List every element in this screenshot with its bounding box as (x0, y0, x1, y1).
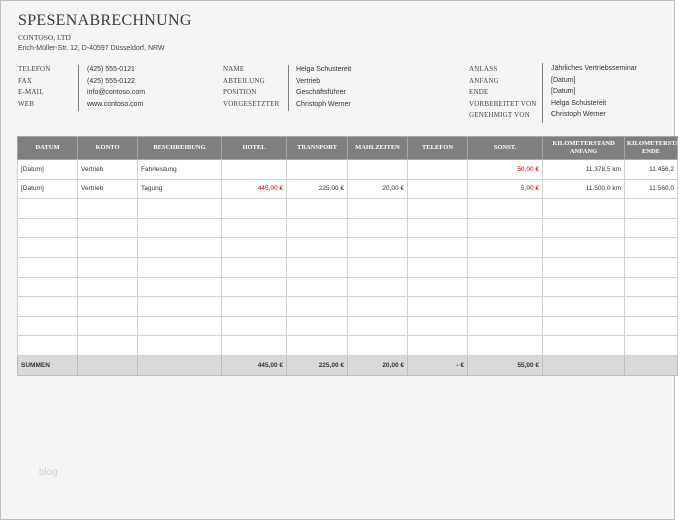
table-cell[interactable] (18, 336, 78, 356)
table-cell[interactable] (468, 316, 543, 336)
column-header (408, 137, 468, 160)
table-cell[interactable]: Tagung (138, 179, 222, 199)
table-cell[interactable] (543, 316, 625, 336)
trip-value[interactable]: [Datum] (551, 88, 576, 95)
contact-value[interactable]: (425) 555-0122 (87, 77, 135, 85)
table-cell[interactable] (543, 238, 625, 258)
table-cell[interactable] (468, 238, 543, 258)
table-cell[interactable] (138, 316, 222, 336)
table-cell[interactable] (78, 316, 138, 336)
total-cell: 225,00 € (287, 355, 348, 375)
table-cell[interactable] (625, 336, 678, 356)
table-cell[interactable] (287, 336, 348, 356)
employee-label: POSITION (223, 88, 257, 96)
table-cell[interactable] (543, 199, 625, 219)
column-header-line: SONST. (493, 144, 517, 151)
total-cell (138, 355, 222, 375)
table-cell[interactable] (468, 297, 543, 317)
column-header (543, 137, 625, 160)
company-name: CONTOSO, LTD (18, 33, 71, 42)
table-cell[interactable] (625, 218, 678, 238)
table-cell[interactable] (348, 257, 408, 277)
trip-label: GENEHMIGT VON (469, 111, 530, 119)
table-cell[interactable] (287, 257, 348, 277)
table-header-row (18, 137, 678, 160)
table-cell[interactable] (222, 218, 287, 238)
table-cell[interactable] (287, 316, 348, 336)
table-cell[interactable] (468, 218, 543, 238)
table-row (18, 257, 678, 277)
table-cell[interactable] (625, 238, 678, 258)
table-row (18, 277, 678, 297)
table-cell[interactable]: 11.560,0 (625, 179, 678, 199)
table-cell[interactable] (408, 179, 468, 199)
table-cell[interactable] (408, 238, 468, 258)
totals-row (18, 355, 678, 375)
contact-label: WEB (18, 99, 35, 108)
column-header-line: MAHLZEITEN (355, 144, 400, 151)
table-cell[interactable] (287, 238, 348, 258)
table-cell[interactable] (348, 218, 408, 238)
table-cell[interactable] (287, 199, 348, 219)
table-cell[interactable] (138, 238, 222, 258)
table-cell[interactable] (625, 257, 678, 277)
contact-values (87, 64, 145, 110)
table-cell[interactable]: 445,00 € (222, 179, 287, 199)
column-header (222, 137, 287, 160)
table-cell[interactable]: [Datum] (18, 179, 78, 199)
table-cell[interactable]: Fahrleistung (138, 160, 222, 180)
table-cell[interactable] (468, 199, 543, 219)
table-cell[interactable] (78, 257, 138, 277)
employee-divider (288, 65, 289, 111)
table-cell[interactable]: 20,00 € (348, 179, 408, 199)
employee-value[interactable]: Helga Schustereit (296, 66, 352, 73)
trip-divider (542, 63, 543, 123)
table-cell[interactable] (408, 160, 468, 180)
employee-values (296, 64, 351, 110)
table-cell[interactable] (348, 297, 408, 317)
column-header (348, 137, 408, 160)
employee-label: ABTEILUNG (223, 76, 265, 85)
table-cell[interactable] (222, 277, 287, 297)
table-cell[interactable] (18, 218, 78, 238)
employee-label: NAME (223, 65, 245, 73)
column-header (287, 137, 348, 160)
employee-value[interactable]: Christoph Werner (296, 100, 351, 108)
trip-value[interactable]: [Datum] (551, 76, 576, 84)
table-row (18, 179, 678, 199)
table-cell[interactable] (138, 297, 222, 317)
table-cell[interactable] (18, 277, 78, 297)
column-header (18, 137, 78, 160)
table-cell[interactable] (222, 160, 287, 180)
table-cell[interactable] (543, 257, 625, 277)
total-cell: - € (408, 355, 468, 375)
employee-labels (223, 64, 279, 110)
table-cell[interactable] (78, 336, 138, 356)
table-cell[interactable] (348, 277, 408, 297)
table-cell[interactable] (222, 297, 287, 317)
trip-value[interactable]: Helga Schustereit (551, 99, 607, 107)
table-cell[interactable] (348, 336, 408, 356)
total-cell (78, 355, 138, 375)
total-cell: 445,00 € (222, 355, 287, 375)
table-cell[interactable] (222, 257, 287, 277)
table-cell[interactable] (468, 277, 543, 297)
table-cell[interactable] (408, 316, 468, 336)
column-header-line: TELEFON (421, 144, 454, 151)
table-cell[interactable] (138, 218, 222, 238)
column-header-line: DATUM (35, 144, 60, 151)
trip-labels (469, 64, 537, 122)
table-cell[interactable] (408, 277, 468, 297)
contact-divider (78, 65, 79, 111)
table-cell[interactable] (348, 316, 408, 336)
page-title: SPESENABRECHNUNG (18, 12, 192, 29)
table-row (18, 238, 678, 258)
column-header-line: ENDE (641, 148, 661, 155)
table-cell[interactable] (18, 238, 78, 258)
table-cell[interactable]: Vertrieb (78, 160, 138, 180)
total-cell: 55,00 € (468, 355, 543, 375)
table-cell[interactable] (78, 218, 138, 238)
table-cell[interactable] (625, 199, 678, 219)
trip-values (551, 63, 637, 121)
table-cell[interactable] (348, 160, 408, 180)
table-cell[interactable] (543, 297, 625, 317)
table-cell[interactable] (287, 277, 348, 297)
column-header-line: TRANSPORT (297, 144, 337, 151)
table-cell[interactable] (468, 257, 543, 277)
table-row (18, 218, 678, 238)
table-cell[interactable] (222, 199, 287, 219)
contact-value[interactable]: (425) 555-0121 (87, 66, 135, 73)
table-cell[interactable] (222, 316, 287, 336)
table-cell[interactable] (78, 277, 138, 297)
table-cell[interactable] (222, 238, 287, 258)
column-header-line: KILOMETERSTAND (627, 140, 689, 147)
trip-label: VORBEREITET VON (469, 99, 537, 108)
table-cell[interactable] (138, 257, 222, 277)
table-cell[interactable]: 225,00 € (287, 179, 348, 199)
table-cell[interactable] (625, 297, 678, 317)
table-cell[interactable] (78, 297, 138, 317)
table-row (18, 336, 678, 356)
column-header-line: BESCHREIBUNG (153, 144, 206, 151)
table-row (18, 316, 678, 336)
watermark-text: blog (39, 467, 58, 478)
table-cell[interactable] (18, 316, 78, 336)
table-cell[interactable] (408, 199, 468, 219)
column-header-line: HOTEL (242, 144, 266, 151)
table-cell[interactable] (408, 218, 468, 238)
column-header-line: KILOMETERSTAND (552, 140, 615, 147)
table-cell[interactable]: 50,00 € (468, 160, 543, 180)
total-cell: SUMMEN (18, 355, 78, 375)
contact-label: FAX (18, 76, 33, 85)
table-row (18, 297, 678, 317)
table-cell[interactable] (18, 199, 78, 219)
company-address: Erich-Müller-Str. 12, D-40597 Düsseldorf, NRW (18, 45, 165, 52)
table-cell[interactable]: 11.500,0 km (543, 179, 625, 199)
table-cell[interactable]: 11.456,2 (625, 160, 678, 180)
total-cell (625, 355, 678, 375)
contact-label: TELEFON (18, 65, 51, 73)
table-row (18, 199, 678, 219)
column-header-line: KONTO (95, 144, 120, 151)
table-cell[interactable] (78, 238, 138, 258)
expense-table (17, 136, 689, 376)
table-cell[interactable]: [Datum] (18, 160, 78, 180)
contact-labels (18, 64, 51, 110)
table-cell[interactable] (138, 277, 222, 297)
total-cell: 20,00 € (348, 355, 408, 375)
table-row (18, 160, 678, 180)
trip-value[interactable]: Christoph Werner (551, 111, 606, 118)
contact-value[interactable]: www.contoso.com (87, 100, 144, 108)
employee-label: VORGESETZTER (223, 99, 280, 108)
table-cell[interactable] (543, 277, 625, 297)
table-cell[interactable] (543, 218, 625, 238)
table-cell[interactable] (625, 316, 678, 336)
trip-value[interactable]: Jährliches Vertriebsseminar (551, 65, 637, 72)
table-cell[interactable] (408, 297, 468, 317)
column-header (625, 137, 689, 160)
contact-label: E-MAIL (18, 88, 44, 96)
trip-label: ANLASS (469, 65, 498, 73)
column-header (78, 137, 138, 160)
table-cell[interactable] (287, 160, 348, 180)
table-cell[interactable] (18, 297, 78, 317)
trip-label: ANFANG (469, 76, 499, 85)
table-cell[interactable] (287, 297, 348, 317)
table-cell[interactable] (222, 336, 287, 356)
column-header (468, 137, 543, 160)
table-cell[interactable] (18, 257, 78, 277)
table-cell[interactable] (625, 277, 678, 297)
employee-value[interactable]: Geschäftsführer (296, 89, 346, 96)
table-cell[interactable]: 5,00 € (468, 179, 543, 199)
column-header-line: ANFANG (569, 148, 598, 155)
table-cell[interactable] (408, 257, 468, 277)
table-cell[interactable] (287, 218, 348, 238)
table-cell[interactable]: 11.378,5 km (543, 160, 625, 180)
trip-label: ENDE (469, 88, 489, 96)
table-cell[interactable] (468, 336, 543, 356)
table-cell[interactable] (348, 238, 408, 258)
table-cell[interactable] (138, 336, 222, 356)
table-cell[interactable] (138, 199, 222, 219)
contact-value[interactable]: info@contoso.com (87, 89, 146, 96)
table-cell[interactable] (78, 199, 138, 219)
employee-value[interactable]: Vertrieb (296, 77, 321, 85)
table-cell[interactable] (348, 199, 408, 219)
total-cell (543, 355, 625, 375)
table-cell[interactable] (408, 336, 468, 356)
table-cell[interactable]: Vertrieb (78, 179, 138, 199)
table-cell[interactable] (543, 336, 625, 356)
column-header (138, 137, 222, 160)
